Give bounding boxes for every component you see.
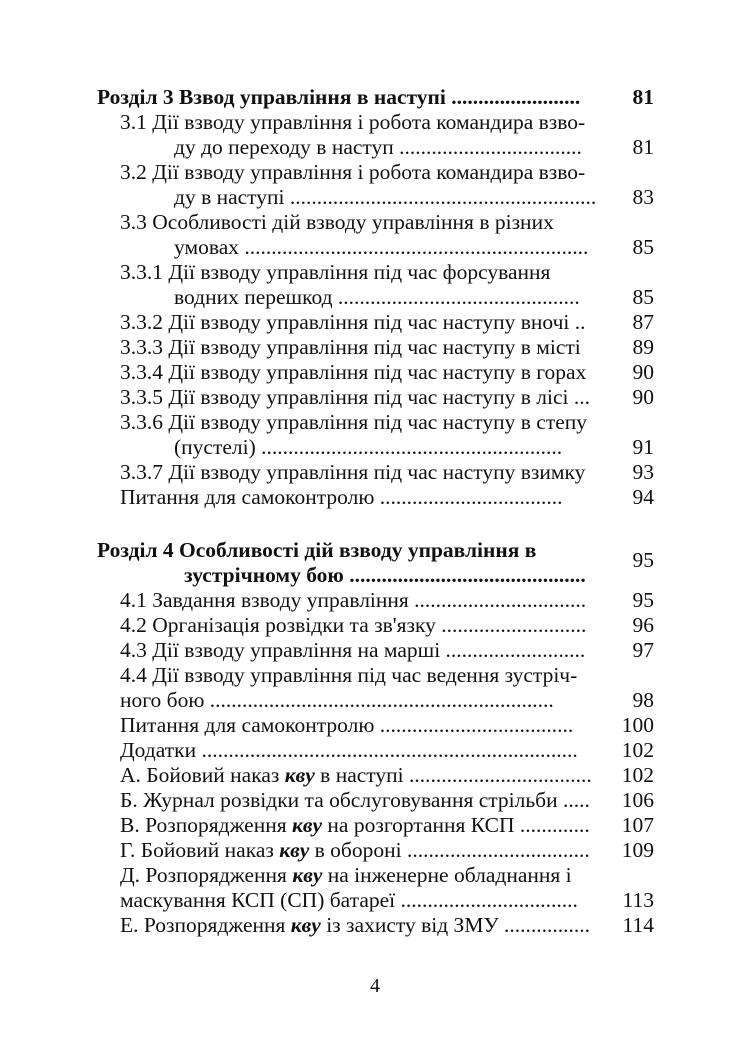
toc-page-number: 102 (621, 763, 654, 787)
toc-entry-line1: 4.4 Дії взводу управління під час ведення зустріч- (120, 663, 578, 687)
toc-entry (0, 663, 750, 713)
toc-entry (0, 460, 750, 485)
toc-page-number: 95 (632, 588, 654, 612)
toc-page-number: 87 (632, 310, 654, 334)
toc-entry-line2: ду в наступі ......................................................... (174, 185, 597, 209)
toc-page-number: 109 (621, 838, 654, 862)
toc-entry (0, 763, 750, 788)
entry-emphasis: кву (292, 863, 323, 887)
entry-prefix: А. Бойовий наказ (120, 763, 285, 787)
toc-entry (0, 335, 750, 360)
toc-entry (0, 713, 750, 738)
entry-emphasis: кву (290, 913, 321, 937)
toc-entry-text: 4.3 Дії взводу управління на марші .......................... (120, 638, 586, 662)
toc-page-number: 85 (632, 285, 654, 309)
toc-entry-text: Б. Журнал розвідки та обслуговування стрільби ..... (120, 788, 590, 812)
entry-suffix: в обороні .................................. (309, 838, 590, 862)
toc-entry-text: Додатки ...................................................................... (120, 738, 578, 762)
toc-entry (0, 310, 750, 335)
toc-page-number: 98 (632, 688, 654, 712)
toc-page-number: 81 (632, 85, 654, 109)
toc-page-number: 96 (632, 613, 654, 637)
toc-page-number: 113 (622, 888, 654, 912)
toc-entry-line2: маскування КСП (СП) батареї ................................. (120, 888, 578, 912)
entry-suffix: із захисту від ЗМУ ................ (320, 913, 591, 937)
toc-entry (0, 385, 750, 410)
toc-entry-line1: 3.2 Дії взводу управління і робота командира взво- (120, 160, 586, 184)
toc-entry (0, 788, 750, 813)
toc-entry-text: Питання для самоконтролю .................................... (120, 713, 574, 737)
toc-entry-text: 3.3.2 Дії взводу управління під час наступу вночі .. (120, 310, 586, 334)
entry-emphasis: кву (291, 813, 323, 837)
toc-entry-text: Питання для самоконтролю .................................. (120, 485, 563, 509)
toc-entry-text: 4.2 Організація розвідки та зв'язку ........................... (120, 613, 587, 637)
page-number: 4 (370, 975, 380, 997)
toc-entry-text (120, 913, 590, 938)
toc-entry-text (120, 838, 590, 863)
toc-entry-text (120, 813, 590, 838)
toc-entry-line2: ду до переходу в наступ .................................. (174, 135, 582, 159)
toc-entry (0, 485, 750, 510)
toc-page-number: 95 (632, 548, 654, 572)
toc-entry (0, 110, 750, 160)
toc-entry (0, 360, 750, 385)
entry-prefix: В. Розпорядження (120, 813, 292, 837)
toc-page-number: 91 (632, 435, 654, 459)
entry-suffix: в наступі .................................. (314, 763, 592, 787)
toc-page-number: 83 (632, 185, 654, 209)
toc-entry (0, 210, 750, 260)
section-spacer (0, 510, 750, 538)
toc-page-number: 94 (632, 485, 654, 509)
toc-page-number: 90 (632, 360, 654, 384)
toc-entry-line2: умовах ................................................................ (174, 235, 589, 259)
entry-prefix: Г. Бойовий наказ (120, 838, 280, 862)
toc-page-number: 100 (621, 713, 654, 737)
toc-page-number: 89 (632, 335, 654, 359)
toc-entry (0, 838, 750, 863)
toc-entry (0, 738, 750, 763)
toc-entry-line2: водних перешкод ............................................. (174, 285, 580, 309)
toc-page-number: 97 (632, 638, 654, 662)
toc-heading-line2: зустрічному бою ............................................ (184, 563, 586, 587)
toc-entry (0, 260, 750, 310)
entry-prefix: Д. Розпорядження (120, 863, 293, 887)
toc-entry-text: 3.3.5 Дії взводу управління під час наступу в лісі ... (120, 385, 590, 409)
entry-emphasis: кву (284, 763, 315, 787)
toc-entry (0, 913, 750, 938)
toc-page-number: 114 (622, 913, 654, 937)
toc-entry-line1: 3.1 Дії взводу управління і робота командира взво- (120, 110, 586, 134)
toc-page-number: 81 (632, 135, 654, 159)
entry-prefix: Е. Розпорядження (120, 913, 291, 937)
toc-entry-line1: 3.3.6 Дії взводу управління під час наступу в степу (120, 410, 588, 434)
toc-entry-text: 3.3.4 Дії взводу управління під час наступу в горах (120, 360, 587, 384)
toc-entry (0, 588, 750, 613)
toc-heading-text: Розділ 3 Взвод управління в наступі ........................ (97, 85, 581, 109)
toc-entry-line1 (120, 863, 572, 888)
toc-entry-text: 4.1 Завдання взводу управління ................................ (120, 588, 587, 612)
toc-page-number: 85 (632, 235, 654, 259)
table-of-contents (0, 85, 750, 938)
toc-page-number: 93 (632, 460, 654, 484)
toc-entry (0, 410, 750, 460)
toc-entry-line2: ного бою ................................................................ (120, 688, 554, 712)
toc-entry-text: 3.3.7 Дії взводу управління під час наступу взимку (120, 460, 586, 484)
toc-entry-text (120, 763, 592, 788)
toc-entry (0, 160, 750, 210)
entry-suffix: на розгортання КСП ............. (322, 813, 590, 837)
toc-heading-line1: Розділ 4 Особливості дій взводу управління в (97, 538, 537, 562)
toc-entry-line1: 3.3.1 Дії взводу управління під час форсування (120, 260, 551, 284)
toc-page-number: 107 (621, 813, 654, 837)
entry-emphasis: кву (279, 838, 310, 862)
entry-suffix: на інженерне обладнання і (322, 863, 572, 887)
toc-entry (0, 613, 750, 638)
toc-entry (0, 813, 750, 838)
toc-heading-section-4 (0, 538, 750, 588)
toc-entry (0, 638, 750, 663)
toc-page-number: 90 (632, 385, 654, 409)
toc-entry-text: 3.3.3 Дії взводу управління під час наступу в місті (120, 335, 581, 359)
toc-heading-section-3 (0, 85, 750, 110)
toc-entry-line1: 3.3 Особливості дій взводу управління в різних (120, 210, 554, 234)
toc-entry-line2: (пустелі) ........................................................ (174, 435, 563, 459)
toc-page-number: 106 (621, 788, 654, 812)
toc-page-number: 102 (621, 738, 654, 762)
toc-entry (0, 863, 750, 913)
